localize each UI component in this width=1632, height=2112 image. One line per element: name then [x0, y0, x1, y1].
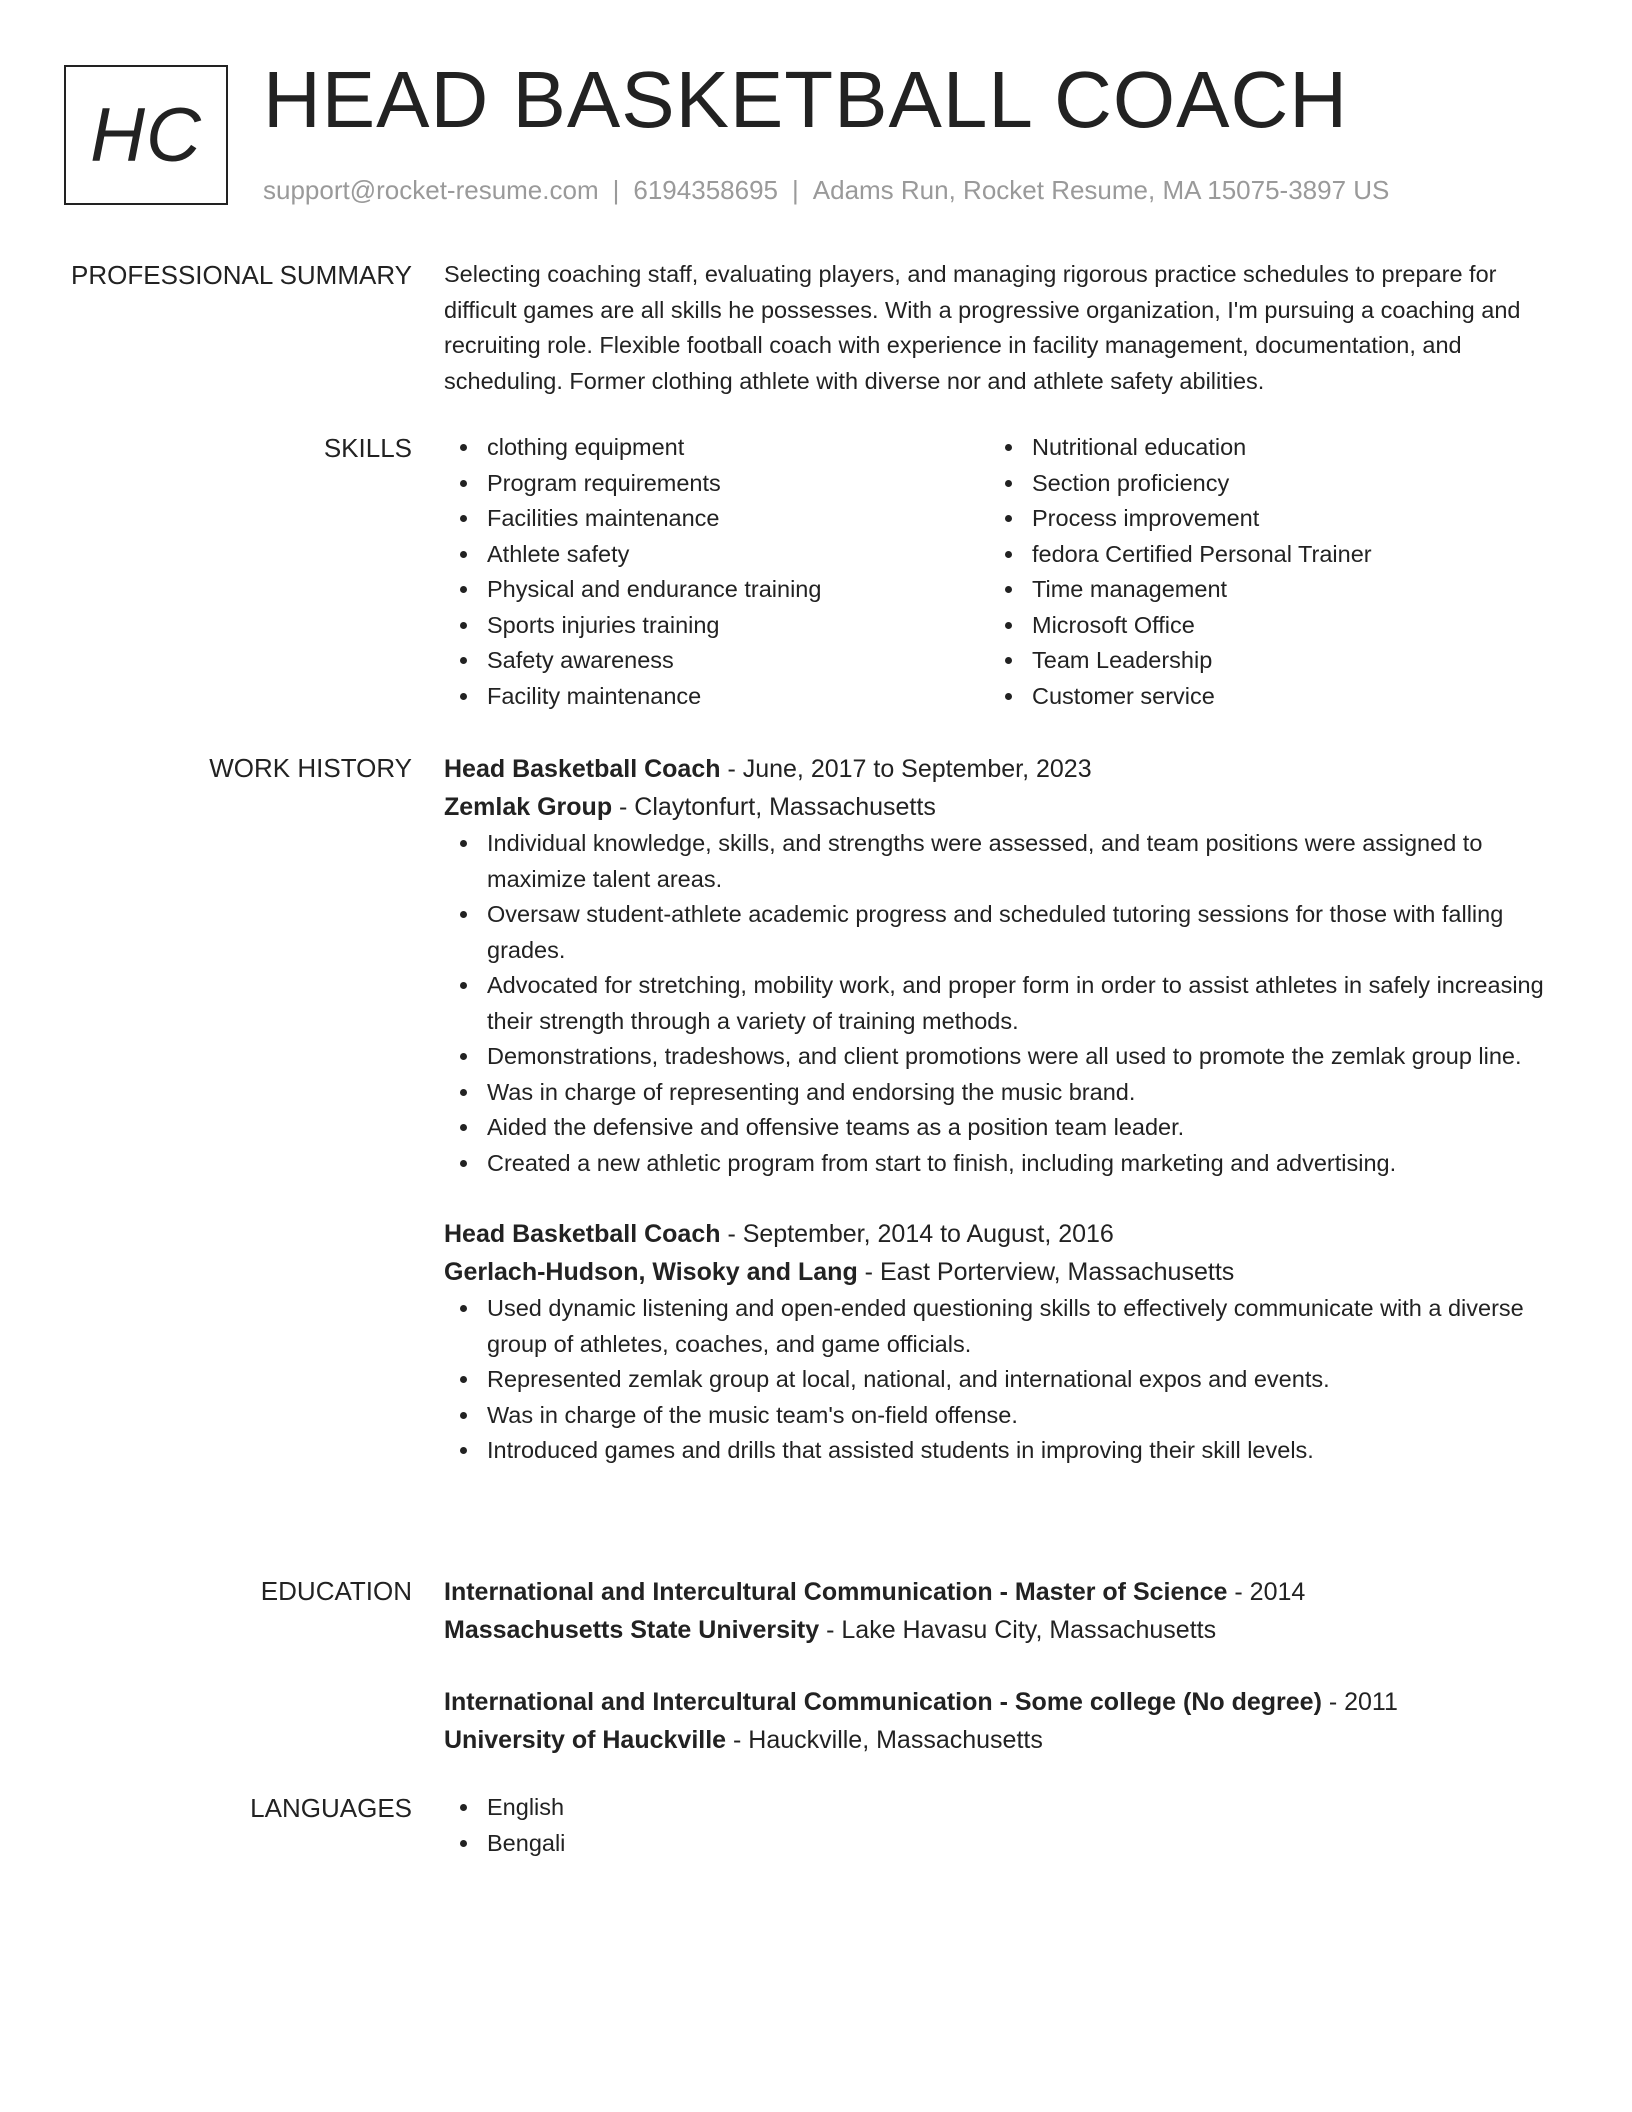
contact-separator: |	[612, 175, 620, 205]
job-company-line	[444, 788, 1564, 826]
skill-item: Athlete safety	[444, 537, 989, 573]
job-company: Zemlak Group	[444, 793, 613, 821]
skill-item: Facilities maintenance	[444, 501, 989, 537]
education-degree: International and Intercultural Communication - Master of Science	[444, 1578, 1228, 1606]
monogram-logo: HC	[64, 65, 228, 205]
skills-columns	[444, 430, 1564, 714]
skill-item: Team Leadership	[989, 643, 1534, 679]
contact-phone: 6194358695	[633, 175, 778, 205]
work-history-label: WORK HISTORY	[209, 753, 412, 783]
summary-body	[444, 257, 1564, 399]
contact-separator: |	[792, 175, 799, 205]
skill-item: Section proficiency	[989, 466, 1534, 502]
job-bullets	[444, 1291, 1564, 1469]
job-company-line	[444, 1253, 1564, 1291]
education-school-line	[444, 1721, 1564, 1759]
skill-item: Microsoft Office	[989, 608, 1534, 644]
job-title-line	[444, 750, 1564, 788]
job-title: Head Basketball Coach	[444, 755, 721, 783]
job-bullet-item: Oversaw student-athlete academic progress and scheduled tutoring sessions for those with falling grades.	[444, 897, 1564, 968]
education-school: University of Hauckville	[444, 1726, 727, 1754]
skills-label: SKILLS	[323, 433, 412, 463]
education-year: - 2011	[1321, 1688, 1398, 1716]
job-bullet-item: Introduced games and drills that assisted students in improving their skill levels.	[444, 1433, 1564, 1469]
skill-item: Nutritional education	[989, 430, 1534, 466]
skill-item: Facility maintenance	[444, 679, 989, 715]
job-bullet-item: Advocated for stretching, mobility work, and proper form in order to assist athletes in safely increasing their strength through a variety of training methods.	[444, 968, 1564, 1039]
job-location: - East Porterview, Massachusetts	[857, 1258, 1235, 1286]
languages-list	[444, 1790, 1564, 1861]
skill-item: Safety awareness	[444, 643, 989, 679]
job-bullet-item: Was in charge of the music team's on-field offense.	[444, 1398, 1564, 1434]
job-bullet-item: Created a new athletic program from start to finish, including marketing and advertising.	[444, 1146, 1564, 1182]
job-entry	[444, 750, 1564, 1181]
job-bullet-item: Represented zemlak group at local, national, and international expos and events.	[444, 1362, 1564, 1398]
education-location: - Lake Havasu City, Massachusetts	[819, 1616, 1217, 1644]
summary-text: Selecting coaching staff, evaluating players, and managing rigorous practice schedules to prepare for difficult games are all skills he possesses. With a progressive organization, I'm pursuing a coaching and recruiting role. Flexible football coach with experience in facility management, documentation, and scheduling. Former clothing athlete with diverse nor and athlete safety abilities.	[444, 261, 1521, 394]
education-body	[444, 1573, 1564, 1793]
contact-email: support@rocket-resume.com	[263, 175, 599, 205]
education-degree-line	[444, 1683, 1564, 1721]
skill-item: fedora Certified Personal Trainer	[989, 537, 1534, 573]
job-bullet-item: Individual knowledge, skills, and strengths were assessed, and team positions were assigned to maximize talent areas.	[444, 826, 1564, 897]
education-label: EDUCATION	[260, 1576, 412, 1606]
job-bullets	[444, 826, 1564, 1181]
job-title: Head Basketball Coach	[444, 1220, 721, 1248]
job-bullet-item: Demonstrations, tradeshows, and client promotions were all used to promote the zemlak group line.	[444, 1039, 1564, 1075]
skill-item: Customer service	[989, 679, 1534, 715]
education-school: Massachusetts State University	[444, 1616, 820, 1644]
job-dates: - June, 2017 to September, 2023	[720, 755, 1092, 783]
job-bullet-item: Aided the defensive and offensive teams as a position team leader.	[444, 1110, 1564, 1146]
skill-item: Sports injuries training	[444, 608, 989, 644]
education-location: - Hauckville, Massachusetts	[726, 1726, 1043, 1754]
skills-list-right	[989, 430, 1534, 714]
job-entry	[444, 1215, 1564, 1469]
job-bullet-item: Was in charge of representing and endorsing the music brand.	[444, 1075, 1564, 1111]
skill-item: Physical and endurance training	[444, 572, 989, 608]
job-company: Gerlach-Hudson, Wisoky and Lang	[444, 1258, 858, 1286]
skill-item: Process improvement	[989, 501, 1534, 537]
language-item: English	[444, 1790, 1564, 1826]
language-item: Bengali	[444, 1826, 1564, 1862]
education-school-line	[444, 1611, 1564, 1649]
education-year: - 2014	[1227, 1578, 1306, 1606]
job-title-line	[444, 1215, 1564, 1253]
job-location: - Claytonfurt, Massachusetts	[612, 793, 936, 821]
education-degree-line	[444, 1573, 1564, 1611]
summary-label: PROFESSIONAL SUMMARY	[71, 260, 412, 290]
education-entry	[444, 1683, 1564, 1759]
skill-item: Program requirements	[444, 466, 989, 502]
job-bullet-item: Used dynamic listening and open-ended questioning skills to effectively communicate with a diverse group of athletes, coaches, and game officials.	[444, 1291, 1564, 1362]
languages-body	[444, 1790, 1564, 1861]
skills-list-left	[444, 430, 989, 714]
contact-line	[263, 173, 1389, 207]
work-history-body	[444, 750, 1564, 1469]
job-dates: - September, 2014 to August, 2016	[720, 1220, 1114, 1248]
languages-label: LANGUAGES	[250, 1793, 412, 1823]
page-title: HEAD BASKETBALL COACH	[263, 55, 1349, 144]
skill-item: Time management	[989, 572, 1534, 608]
skill-item: clothing equipment	[444, 430, 989, 466]
contact-address: Adams Run, Rocket Resume, MA 15075-3897 US	[812, 175, 1390, 205]
education-degree: International and Intercultural Communication - Some college (No degree)	[444, 1688, 1322, 1716]
education-entry	[444, 1573, 1564, 1649]
